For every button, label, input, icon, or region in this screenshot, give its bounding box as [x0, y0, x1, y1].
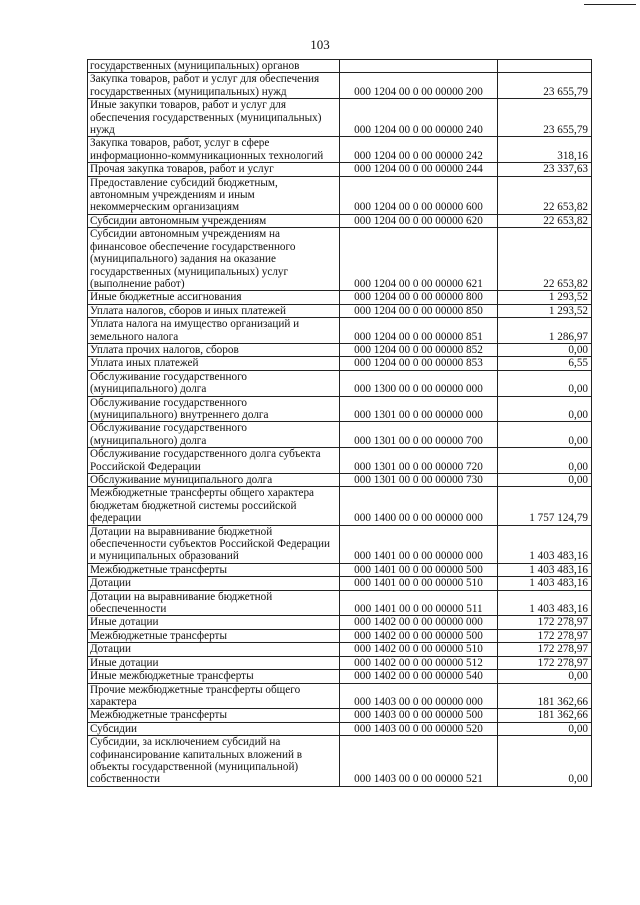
row-name-cell: Уплата прочих налогов, сборов	[88, 343, 340, 356]
table-row	[88, 291, 592, 304]
row-amount-cell	[498, 60, 592, 73]
table-row	[88, 487, 592, 525]
row-name-cell: Обслуживание государственного (муниципального) долга	[88, 370, 340, 396]
row-amount-cell: 22 653,82	[498, 214, 592, 227]
row-code-cell: 000 1204 00 0 00 00000 242	[340, 137, 498, 163]
top-corner-rule	[584, 4, 636, 5]
table-row	[88, 137, 592, 163]
row-name-cell: Субсидии автономным учреждениям на финансовое обеспечение государственного (муниципального) задания на оказание государственных (муниципальных) услуг (выполнение работ)	[88, 228, 340, 291]
table-row	[88, 176, 592, 214]
row-code-cell: 000 1401 00 0 00 00000 510	[340, 577, 498, 590]
row-name-cell: Дотации на выравнивание бюджетной обеспеченности	[88, 590, 340, 616]
row-name-cell: Обслуживание государственного долга субъекта Российской Федерации	[88, 448, 340, 474]
row-amount-cell: 172 278,97	[498, 656, 592, 669]
table-row	[88, 99, 592, 137]
row-code-cell: 000 1401 00 0 00 00000 500	[340, 563, 498, 576]
table-row	[88, 214, 592, 227]
table-row	[88, 670, 592, 683]
row-name-cell: Субсидии, за исключением субсидий на софинансирование капитальных вложений в объекты государственной (муниципальной) собственности	[88, 736, 340, 787]
row-code-cell	[340, 60, 498, 73]
row-amount-cell: 0,00	[498, 396, 592, 422]
table-row	[88, 474, 592, 487]
row-code-cell: 000 1402 00 0 00 00000 500	[340, 629, 498, 642]
row-name-cell: Межбюджетные трансферты	[88, 563, 340, 576]
row-amount-cell: 23 655,79	[498, 73, 592, 99]
row-amount-cell: 172 278,97	[498, 616, 592, 629]
row-code-cell: 000 1402 00 0 00 00000 000	[340, 616, 498, 629]
row-amount-cell: 1 403 483,16	[498, 577, 592, 590]
row-code-cell: 000 1204 00 0 00 00000 800	[340, 291, 498, 304]
row-name-cell: Иные бюджетные ассигнования	[88, 291, 340, 304]
page-number: 103	[310, 37, 330, 52]
row-amount-cell: 6,55	[498, 357, 592, 370]
budget-table-body	[88, 60, 592, 787]
table-row	[88, 709, 592, 722]
row-amount-cell: 22 653,82	[498, 176, 592, 214]
row-name-cell: Субсидии	[88, 722, 340, 735]
row-amount-cell: 0,00	[498, 370, 592, 396]
table-row	[88, 304, 592, 317]
table-row	[88, 683, 592, 709]
row-name-cell: Иные межбюджетные трансферты	[88, 670, 340, 683]
row-code-cell: 000 1204 00 0 00 00000 620	[340, 214, 498, 227]
table-row	[88, 318, 592, 344]
row-amount-cell: 1 286,97	[498, 318, 592, 344]
table-row	[88, 60, 592, 73]
row-amount-cell: 181 362,66	[498, 709, 592, 722]
row-name-cell: Обслуживание государственного (муниципального) внутреннего долга	[88, 396, 340, 422]
row-name-cell: Закупка товаров, работ и услуг для обеспечения государственных (муниципальных) нужд	[88, 73, 340, 99]
row-code-cell: 000 1402 00 0 00 00000 540	[340, 670, 498, 683]
row-name-cell: Дотации на выравнивание бюджетной обеспеченности субъектов Российской Федерации и муниципальных образований	[88, 525, 340, 563]
row-code-cell: 000 1204 00 0 00 00000 240	[340, 99, 498, 137]
table-row	[88, 525, 592, 563]
row-amount-cell: 1 403 483,16	[498, 525, 592, 563]
row-code-cell: 000 1300 00 0 00 00000 000	[340, 370, 498, 396]
table-row	[88, 577, 592, 590]
row-name-cell: Межбюджетные трансферты	[88, 709, 340, 722]
row-code-cell: 000 1301 00 0 00 00000 000	[340, 396, 498, 422]
row-name-cell: Иные дотации	[88, 656, 340, 669]
table-row	[88, 228, 592, 291]
row-amount-cell: 1 293,52	[498, 291, 592, 304]
row-code-cell: 000 1401 00 0 00 00000 511	[340, 590, 498, 616]
table-row	[88, 656, 592, 669]
row-name-cell: Уплата налогов, сборов и иных платежей	[88, 304, 340, 317]
table-row	[88, 563, 592, 576]
row-code-cell: 000 1403 00 0 00 00000 500	[340, 709, 498, 722]
row-name-cell: Дотации	[88, 643, 340, 656]
row-amount-cell: 1 757 124,79	[498, 487, 592, 525]
row-name-cell: Прочая закупка товаров, работ и услуг	[88, 163, 340, 176]
row-amount-cell: 0,00	[498, 448, 592, 474]
row-code-cell: 000 1204 00 0 00 00000 851	[340, 318, 498, 344]
row-amount-cell: 1 293,52	[498, 304, 592, 317]
row-amount-cell: 0,00	[498, 474, 592, 487]
row-name-cell: Уплата иных платежей	[88, 357, 340, 370]
row-amount-cell: 1 403 483,16	[498, 563, 592, 576]
row-code-cell: 000 1204 00 0 00 00000 200	[340, 73, 498, 99]
row-code-cell: 000 1403 00 0 00 00000 520	[340, 722, 498, 735]
table-row	[88, 73, 592, 99]
row-code-cell: 000 1301 00 0 00 00000 730	[340, 474, 498, 487]
row-name-cell: Иные закупки товаров, работ и услуг для обеспечения государственных (муниципальных) нужд	[88, 99, 340, 137]
table-row	[88, 343, 592, 356]
row-amount-cell: 318,16	[498, 137, 592, 163]
row-amount-cell: 0,00	[498, 343, 592, 356]
row-amount-cell: 181 362,66	[498, 683, 592, 709]
row-code-cell: 000 1403 00 0 00 00000 000	[340, 683, 498, 709]
row-name-cell: государственных (муниципальных) органов	[88, 60, 340, 73]
table-row	[88, 396, 592, 422]
table-row	[88, 722, 592, 735]
row-amount-cell: 0,00	[498, 422, 592, 448]
row-amount-cell: 0,00	[498, 670, 592, 683]
row-code-cell: 000 1402 00 0 00 00000 510	[340, 643, 498, 656]
table-row	[88, 163, 592, 176]
row-code-cell: 000 1204 00 0 00 00000 852	[340, 343, 498, 356]
row-name-cell: Иные дотации	[88, 616, 340, 629]
table-row	[88, 370, 592, 396]
table-row	[88, 616, 592, 629]
row-code-cell: 000 1401 00 0 00 00000 000	[340, 525, 498, 563]
row-code-cell: 000 1301 00 0 00 00000 700	[340, 422, 498, 448]
table-row	[88, 629, 592, 642]
row-code-cell: 000 1400 00 0 00 00000 000	[340, 487, 498, 525]
row-name-cell: Межбюджетные трансферты	[88, 629, 340, 642]
row-amount-cell: 23 655,79	[498, 99, 592, 137]
table-row	[88, 448, 592, 474]
row-name-cell: Дотации	[88, 577, 340, 590]
table-row	[88, 736, 592, 787]
row-amount-cell: 22 653,82	[498, 228, 592, 291]
row-code-cell: 000 1204 00 0 00 00000 600	[340, 176, 498, 214]
row-code-cell: 000 1403 00 0 00 00000 521	[340, 736, 498, 787]
row-code-cell: 000 1204 00 0 00 00000 853	[340, 357, 498, 370]
table-row	[88, 590, 592, 616]
row-amount-cell: 0,00	[498, 736, 592, 787]
row-amount-cell: 1 403 483,16	[498, 590, 592, 616]
row-amount-cell: 0,00	[498, 722, 592, 735]
row-code-cell: 000 1301 00 0 00 00000 720	[340, 448, 498, 474]
budget-table	[87, 59, 592, 787]
row-name-cell: Обслуживание муниципального долга	[88, 474, 340, 487]
row-amount-cell: 172 278,97	[498, 643, 592, 656]
row-name-cell: Закупка товаров, работ, услуг в сфере информационно-коммуникационных технологий	[88, 137, 340, 163]
table-row	[88, 357, 592, 370]
table-row	[88, 643, 592, 656]
row-name-cell: Уплата налога на имущество организаций и земельного налога	[88, 318, 340, 344]
row-name-cell: Прочие межбюджетные трансферты общего характера	[88, 683, 340, 709]
row-name-cell: Межбюджетные трансферты общего характера бюджетам бюджетной системы российской федерации	[88, 487, 340, 525]
row-code-cell: 000 1204 00 0 00 00000 850	[340, 304, 498, 317]
row-amount-cell: 172 278,97	[498, 629, 592, 642]
row-code-cell: 000 1204 00 0 00 00000 244	[340, 163, 498, 176]
row-amount-cell: 23 337,63	[498, 163, 592, 176]
row-code-cell: 000 1204 00 0 00 00000 621	[340, 228, 498, 291]
row-name-cell: Субсидии автономным учреждениям	[88, 214, 340, 227]
row-code-cell: 000 1402 00 0 00 00000 512	[340, 656, 498, 669]
row-name-cell: Предоставление субсидий бюджетным, автономным учреждениям и иным некоммерческим организациям	[88, 176, 340, 214]
row-name-cell: Обслуживание государственного (муниципального) долга	[88, 422, 340, 448]
table-row	[88, 422, 592, 448]
